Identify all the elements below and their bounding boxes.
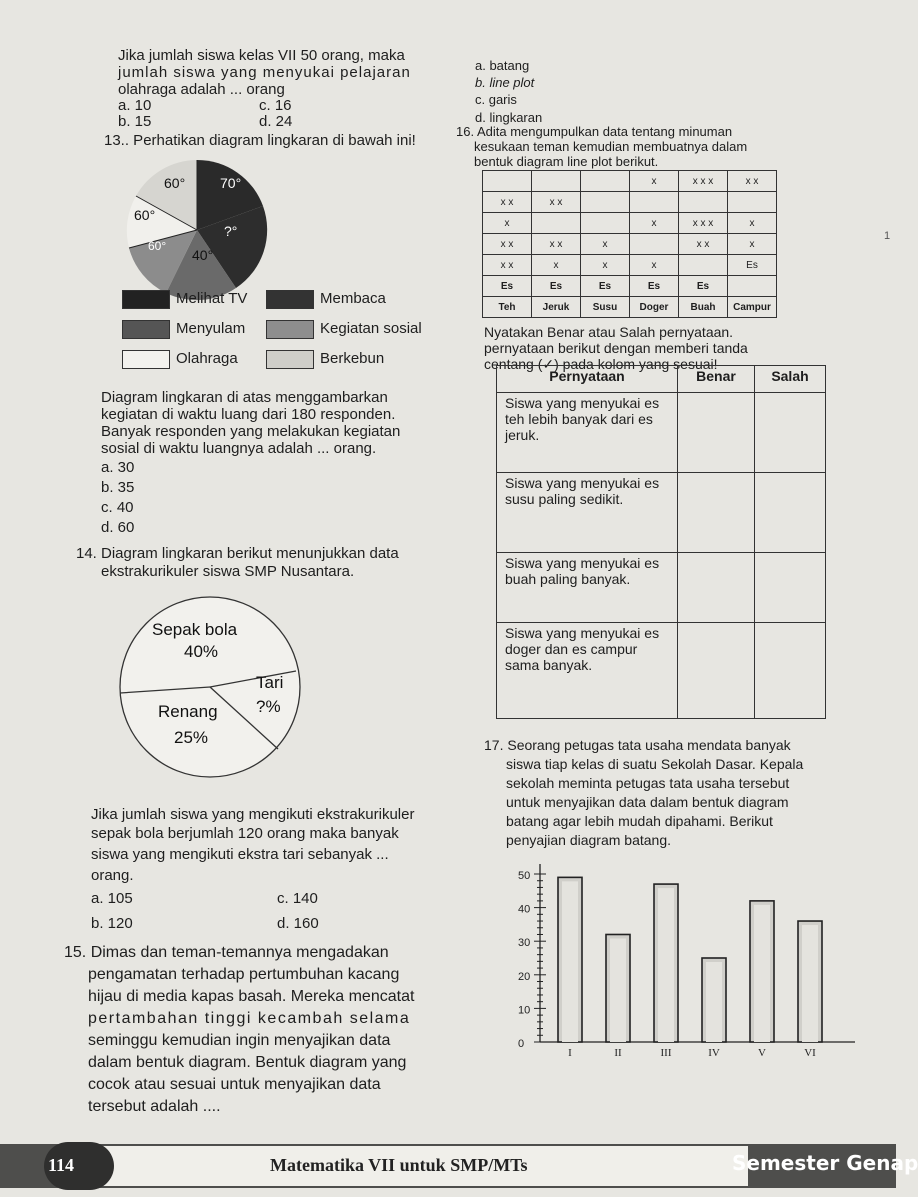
pie-label-unknown: ?° — [224, 223, 238, 239]
salah-cell-3[interactable] — [755, 553, 826, 623]
benar-cell-2[interactable] — [678, 473, 755, 553]
line-plot-cell — [532, 213, 581, 234]
line-plot-cell — [581, 171, 630, 192]
line-plot-cell: x — [581, 255, 630, 276]
table-row — [497, 393, 826, 473]
pie-label-renang-pct: 25% — [174, 728, 209, 747]
line-plot-cell — [532, 171, 581, 192]
bar-inner — [562, 881, 578, 1042]
line-plot-cell: x x x — [679, 171, 728, 192]
table-row — [497, 553, 826, 623]
x-tick-label: IV — [708, 1047, 720, 1059]
q14-option-b: b. 120 — [91, 915, 133, 932]
legend-berkebun: Berkebun — [320, 350, 385, 367]
line-plot-category: Buah — [679, 297, 728, 318]
line-plot-cell — [630, 234, 679, 255]
pie-label-40: 40° — [192, 247, 214, 263]
line-plot-cell — [483, 171, 532, 192]
page-number: 114 — [48, 1155, 75, 1175]
line-plot-cell: x x — [483, 192, 532, 213]
table-row — [497, 623, 826, 719]
line-plot-row — [483, 234, 777, 255]
pie-label-60-left: 60° — [134, 207, 156, 223]
q12-option-d: d. 24 — [259, 113, 293, 130]
y-tick-label: 40 — [518, 903, 531, 916]
line-plot-cell: x x — [728, 171, 777, 192]
line-plot-cell: x x — [483, 255, 532, 276]
legend-swatch-sosial — [266, 320, 314, 339]
x-tick-label: VI — [804, 1047, 816, 1059]
option-garis: c. garis — [475, 92, 517, 107]
x-tick-label: V — [758, 1047, 766, 1059]
statement-3: Siswa yang menyukai es buah paling banyak. — [497, 553, 678, 623]
col-pernyataan: Pernyataan — [497, 366, 678, 393]
legend-tv: Melihat TV — [176, 290, 248, 307]
line-plot-cell: x x x — [679, 213, 728, 234]
line-plot-cell: Es — [728, 255, 777, 276]
bar-inner — [658, 888, 674, 1042]
line-plot-row — [483, 192, 777, 213]
line-plot-cell: x — [483, 213, 532, 234]
col-salah: Salah — [755, 366, 826, 393]
y-tick-label: 50 — [518, 870, 531, 882]
bar-inner — [802, 925, 818, 1042]
y-tick-label: 20 — [518, 970, 531, 983]
page-footer — [0, 1138, 918, 1197]
salah-cell-2[interactable] — [755, 473, 826, 553]
q13-title: 13.. Perhatikan diagram lingkaran di bawah ini! — [104, 132, 416, 149]
line-plot-cell: x x — [532, 234, 581, 255]
legend-swatch-membaca — [266, 290, 314, 309]
statement-1: Siswa yang menyukai es teh lebih banyak dari es jeruk. — [497, 393, 678, 473]
x-tick-label: II — [614, 1047, 622, 1059]
legend-olahraga: Olahraga — [176, 350, 238, 367]
pie-label-tari-pct: ?% — [256, 697, 281, 716]
option-lingkaran: d. lingkaran — [475, 110, 543, 125]
line-plot-cell — [728, 276, 777, 297]
statement-table — [496, 365, 826, 719]
legend-swatch-menyulam — [122, 320, 170, 339]
pie-label-renang: Renang — [158, 702, 218, 721]
legend-swatch-olahraga — [122, 350, 170, 369]
q12-option-c: c. 16 — [259, 97, 292, 114]
bar-chart — [500, 860, 860, 1060]
bar-inner — [610, 938, 626, 1042]
book-title: Matematika VII untuk SMP/MTs — [270, 1155, 528, 1175]
pie-label-sepak-bola: Sepak bola — [152, 620, 238, 639]
legend-sosial: Kegiatan sosial — [320, 320, 422, 337]
q13-option-c: c. 40 — [101, 499, 134, 516]
col-benar: Benar — [678, 366, 755, 393]
q12-option-a: a. 10 — [118, 97, 152, 114]
q14-line2: ekstrakurikuler siswa SMP Nusantara. — [101, 563, 355, 580]
line-plot-cell: x — [728, 213, 777, 234]
line-plot-table — [482, 170, 777, 318]
pie-label-sepak-bola-pct: 40% — [184, 642, 219, 661]
line-plot-category: Doger — [630, 297, 679, 318]
q14-line1: 14. Diagram lingkaran berikut menunjukkan data — [76, 545, 399, 562]
legend-menyulam: Menyulam — [176, 320, 246, 337]
salah-cell-1[interactable] — [755, 393, 826, 473]
line-plot-cell: x — [581, 234, 630, 255]
line-plot-cell: x x — [483, 234, 532, 255]
line-plot-cell — [581, 192, 630, 213]
q13-option-d: d. 60 — [101, 519, 135, 536]
legend-membaca: Membaca — [320, 290, 386, 307]
line-plot-category: Teh — [483, 297, 532, 318]
line-plot-cell: Es — [679, 276, 728, 297]
line-plot-cell — [679, 192, 728, 213]
line-plot-cell: Es — [532, 276, 581, 297]
line-plot-row — [483, 297, 777, 318]
right-edge-mark: 1 — [884, 230, 891, 242]
line-plot-category: Campur — [728, 297, 777, 318]
q13-pie-chart — [126, 168, 271, 278]
salah-cell-4[interactable] — [755, 623, 826, 719]
line-plot-cell: x — [532, 255, 581, 276]
line-plot-row — [483, 276, 777, 297]
y-tick-label: 10 — [518, 1004, 531, 1017]
q12-line3: olahraga adalah ... orang — [118, 81, 285, 98]
line-plot-row — [483, 213, 777, 234]
q12-line1: Jika jumlah siswa kelas VII 50 orang, maka — [118, 47, 405, 64]
table-row — [497, 473, 826, 553]
line-plot-cell — [728, 192, 777, 213]
semester-label: Semester Genap — [732, 1151, 918, 1175]
option-batang: a. batang — [475, 58, 530, 73]
statement-2: Siswa yang menyukai es susu paling sedikit. — [497, 473, 678, 553]
line-plot-cell — [581, 213, 630, 234]
pie-label-60-bottom: 60° — [148, 239, 167, 253]
q16-line-plot — [482, 170, 777, 318]
bar-inner — [706, 962, 722, 1042]
y-tick-label: 0 — [518, 1038, 525, 1050]
benar-cell-1[interactable] — [678, 393, 755, 473]
q14-pie-chart — [118, 595, 298, 780]
benar-cell-4[interactable] — [678, 623, 755, 719]
bar-inner — [754, 905, 770, 1042]
statement-4: Siswa yang menyukai es doger dan es campur sama banyak. — [497, 623, 678, 719]
line-plot-cell — [679, 255, 728, 276]
legend-swatch-berkebun — [266, 350, 314, 369]
q14-option-d: d. 160 — [277, 915, 319, 932]
option-line-plot: b. line plot — [475, 75, 535, 90]
pie-label-tari: Tari — [256, 673, 284, 692]
legend-swatch-tv — [122, 290, 170, 309]
line-plot-cell — [630, 192, 679, 213]
line-plot-cell: x — [728, 234, 777, 255]
q13-option-b: b. 35 — [101, 479, 135, 496]
x-tick-label: I — [568, 1047, 572, 1059]
line-plot-category: Jeruk — [532, 297, 581, 318]
q12-option-b: b. 15 — [118, 113, 152, 130]
line-plot-row — [483, 171, 777, 192]
benar-cell-3[interactable] — [678, 553, 755, 623]
pie-label-60-top: 60° — [164, 175, 186, 191]
q12-line2: jumlah siswa yang menyukai pelajaran — [118, 64, 411, 81]
line-plot-category: Susu — [581, 297, 630, 318]
x-tick-label: III — [660, 1047, 672, 1059]
q14-option-c: c. 140 — [277, 890, 318, 907]
line-plot-row — [483, 255, 777, 276]
y-tick-label: 30 — [518, 937, 531, 950]
line-plot-cell: x x — [679, 234, 728, 255]
line-plot-cell: x — [630, 255, 679, 276]
line-plot-cell: Es — [581, 276, 630, 297]
line-plot-cell: x — [630, 171, 679, 192]
pie-label-70: 70° — [220, 175, 242, 191]
line-plot-cell: Es — [630, 276, 679, 297]
q13-option-a: a. 30 — [101, 459, 135, 476]
line-plot-cell: Es — [483, 276, 532, 297]
line-plot-cell: x — [630, 213, 679, 234]
line-plot-cell: x x — [532, 192, 581, 213]
q14-option-a: a. 105 — [91, 890, 133, 907]
